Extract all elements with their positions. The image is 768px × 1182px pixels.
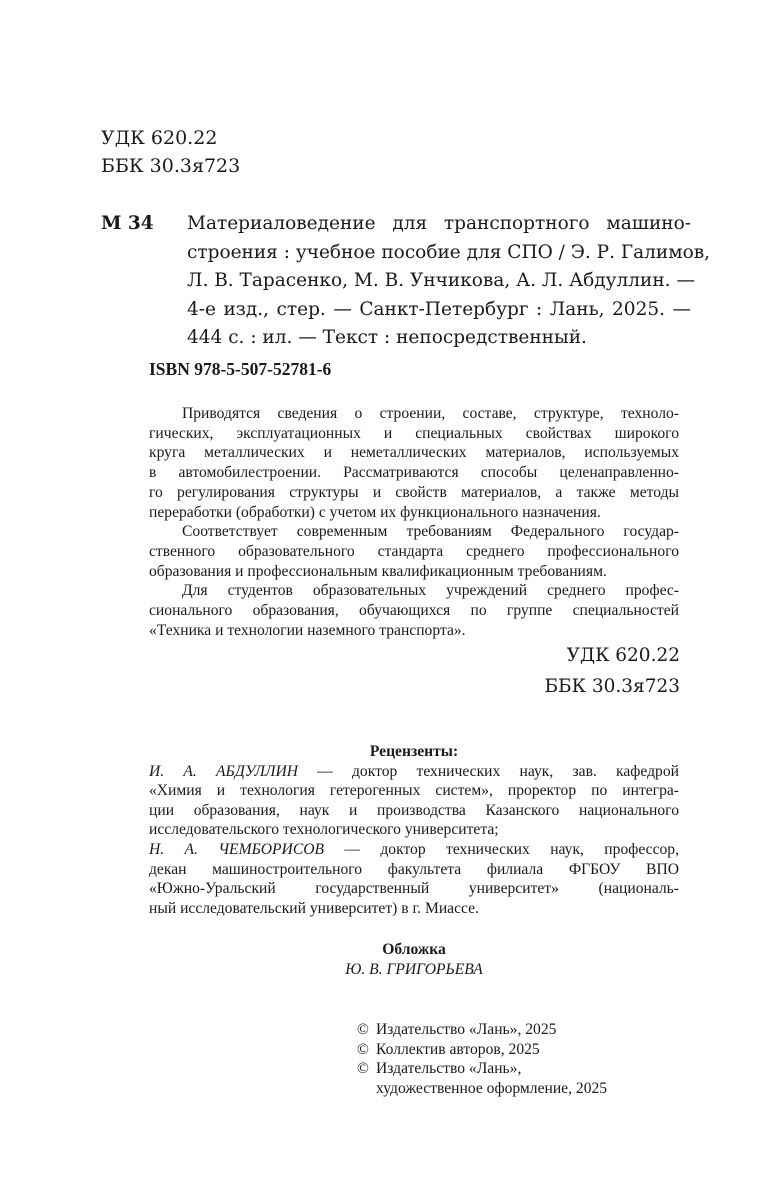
top-classification xyxy=(101,124,240,180)
reviewer-line: исследовательского технологического университета; xyxy=(149,821,499,839)
reviewers-heading: Рецензенты: xyxy=(369,743,459,760)
copyright-block xyxy=(357,1020,607,1098)
isbn: ISBN 978-5-507-52781-6 xyxy=(149,359,332,379)
reviewer-1-first-line xyxy=(149,762,679,782)
udk-code-right: УДК 620.22 xyxy=(566,645,680,666)
cover-heading: Обложка xyxy=(382,941,446,958)
annotation-line: Для студентов образовательных учреждений среднего профес- xyxy=(182,582,679,600)
copyright-text: Издательство «Лань», xyxy=(376,1060,522,1078)
annotation-line: го регулирования структуры и свойств материалов, а также методы xyxy=(149,483,679,501)
copyright-symbol: © xyxy=(357,1040,369,1058)
description-line: 444 с. : ил. — Текст : непосредственный. xyxy=(187,327,587,348)
udk-code: УДК 620.22 xyxy=(101,127,218,149)
copyright-line xyxy=(357,1020,607,1040)
cover-designer: Ю. В. ГРИГОРЬЕВА xyxy=(345,960,483,978)
annotation-line: ственного образовательного стандарта среднего профессионального xyxy=(149,542,679,560)
right-classification xyxy=(544,640,680,702)
reviewer-line: «Химия и технология гетерогенных систем», проректор по интегра- xyxy=(149,782,679,800)
annotation-line: круга металлических и неметаллических материалов, используемых xyxy=(149,444,679,462)
reviewer-line: «Южно-Уральский государственный университет» (националь- xyxy=(149,880,679,898)
description-line: Л. В. Тарасенко, М. В. Унчикова, А. Л. Абдуллин. — xyxy=(187,270,695,291)
annotation-line: образования и профессиональным квалификационным требованиям. xyxy=(149,562,607,580)
annotation-line: «Техника и технологии наземного транспорта». xyxy=(149,621,466,639)
copyright-symbol: © xyxy=(357,1060,369,1078)
reviewer-line: ный исследовательский университет) в г. Миассе. xyxy=(149,899,479,917)
copyright-line xyxy=(357,1059,607,1079)
annotation-line: переработки (обработки) с учетом их функционального назначения. xyxy=(149,503,601,521)
annotation-line: Соответствует современным требованиям Федерального государ- xyxy=(182,523,679,541)
author-mark: М 34 xyxy=(101,213,154,234)
copyright-text: Коллектив авторов, 2025 xyxy=(376,1040,540,1058)
copyright-continuation: художественное оформление, 2025 xyxy=(376,1079,608,1097)
bibliographic-description xyxy=(187,210,711,353)
description-line: Материаловедение для транспортного машино- xyxy=(187,213,691,234)
reviewer-1-name: И. А. АБДУЛЛИН xyxy=(149,762,298,780)
reviewer-line: декан машиностроительного факультета филиала ФГБОУ ВПО xyxy=(149,860,679,878)
annotation-line: сионального образования, обучающихся по группе специальностей xyxy=(149,602,679,620)
annotation xyxy=(149,404,679,640)
annotation-line: в автомобилестроении. Рассматриваются способы целенаправленно- xyxy=(149,464,679,482)
reviewer-1-title: — доктор технических наук, зав. кафедрой xyxy=(297,762,679,780)
copyright-symbol: © xyxy=(357,1021,369,1038)
reviewer-2-title: — доктор технических наук, профессор, xyxy=(324,840,679,858)
copyright-line xyxy=(357,1040,607,1060)
reviewer-2-first-line xyxy=(149,840,679,860)
copyright-text: Издательство «Лань», 2025 xyxy=(376,1021,557,1038)
description-line: строения : учебное пособие для СПО / Э. Р. Галимов, xyxy=(187,241,711,263)
annotation-line: Приводятся сведения о строении, составе, структуре, техноло- xyxy=(182,405,679,422)
reviewers xyxy=(149,742,679,918)
description-line: 4-е изд., стер. — Санкт-Петербург : Лань, 2025. — xyxy=(187,298,691,320)
bibliographic-entry xyxy=(101,210,711,353)
cover-credit xyxy=(149,940,679,979)
reviewer-line: ции образования, наук и производства Казанского национального xyxy=(149,801,679,819)
bbk-code: ББК 30.3я723 xyxy=(101,155,241,177)
annotation-line: гических, эксплуатационных и специальных свойствах широкого xyxy=(149,424,679,442)
bbk-code-right: ББК 30.3я723 xyxy=(544,676,680,697)
reviewer-2-name: Н. А. ЧЕМБОРИСОВ xyxy=(149,840,325,858)
